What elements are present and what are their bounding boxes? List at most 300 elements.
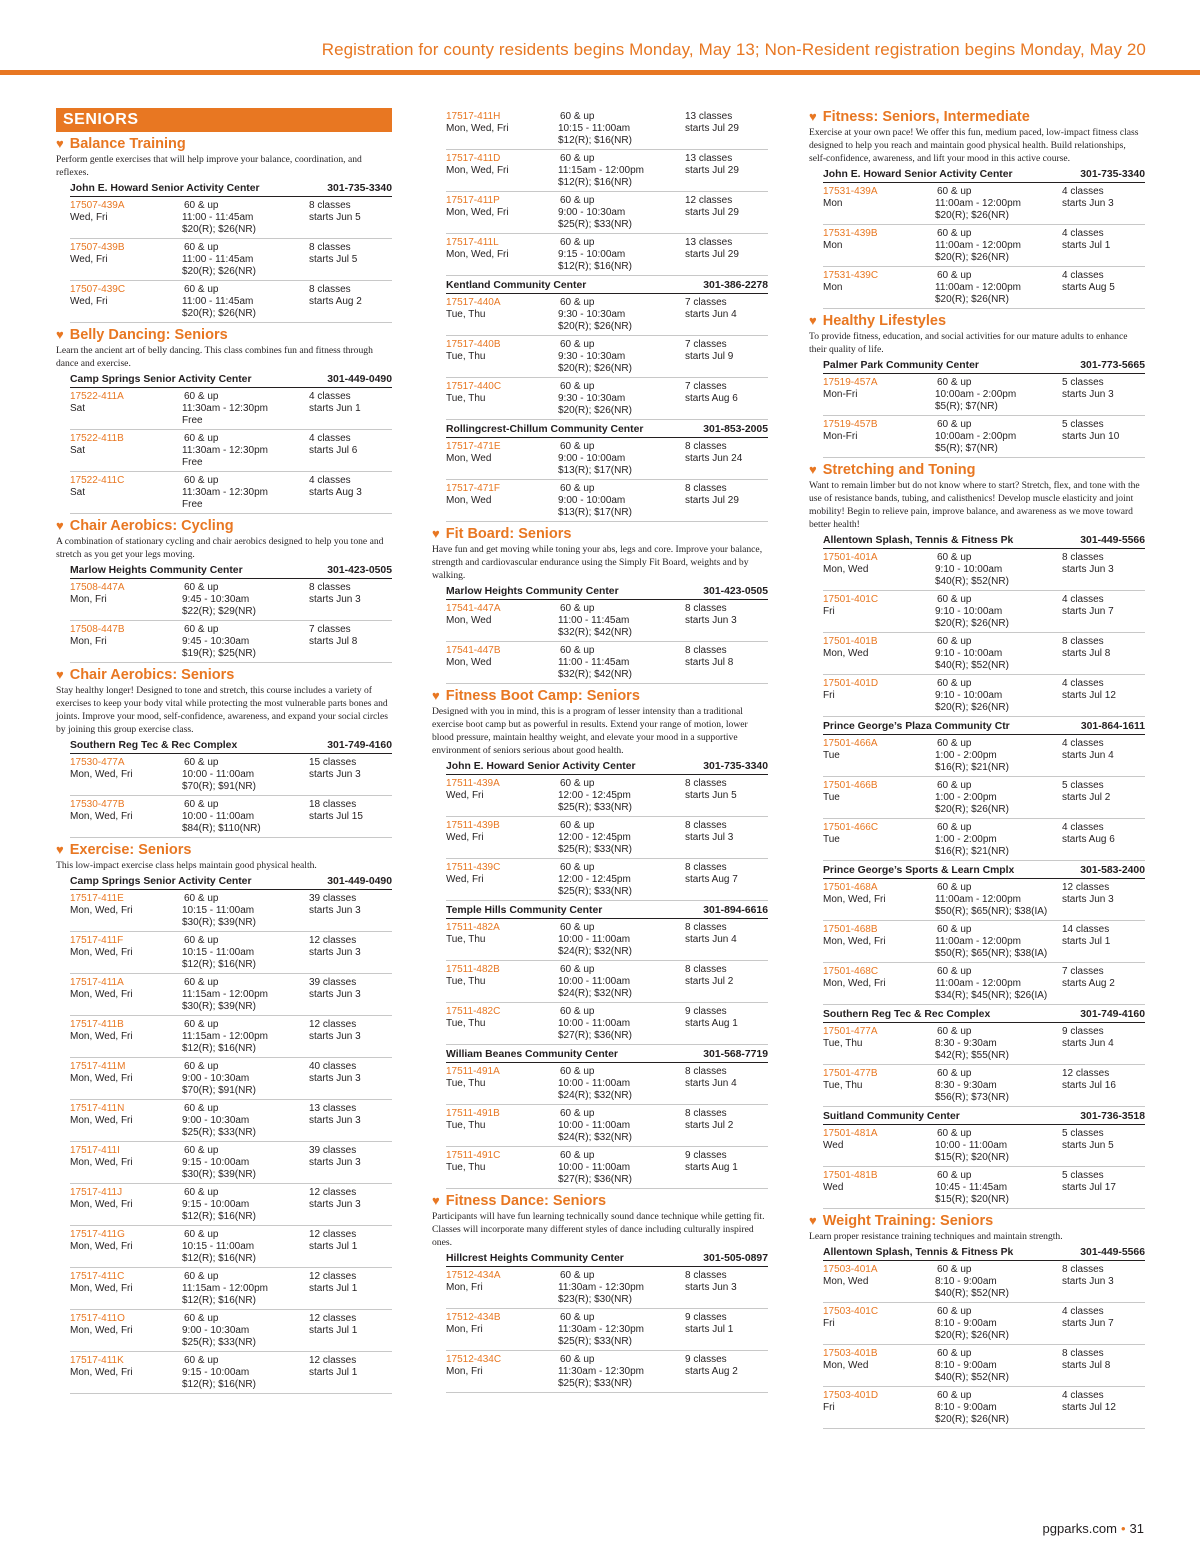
class-count: 4 classes	[1062, 822, 1104, 833]
class-age: 60 & up	[937, 1306, 972, 1317]
class-code-link[interactable]: 17522-411A	[70, 391, 124, 402]
class-days: Mon-Fri	[823, 431, 858, 442]
class-entry	[446, 1066, 768, 1105]
class-days: Mon, Fri	[70, 636, 107, 647]
class-count: 8 classes	[685, 645, 727, 656]
program-title	[56, 135, 392, 153]
class-code-link[interactable]: 17519-457A	[823, 377, 878, 388]
class-fee: $34(R); $45(NR); $26(IA)	[935, 990, 1048, 1001]
class-count: 8 classes	[685, 483, 727, 494]
class-time: 11:00 - 11:45am	[182, 296, 254, 307]
class-days: Tue	[823, 834, 840, 845]
class-count: 8 classes	[685, 964, 727, 975]
class-code-link[interactable]: 17517-411P	[446, 195, 500, 206]
class-code-link[interactable]: 17541-447A	[446, 603, 501, 614]
class-start-date: starts Jul 8	[1062, 1360, 1111, 1371]
class-entry	[70, 1229, 392, 1268]
class-age: 60 & up	[937, 966, 972, 977]
class-fee: $20(R); $26(NR)	[182, 308, 256, 319]
class-entry	[70, 391, 392, 430]
class-age: 60 & up	[560, 778, 595, 789]
class-fee: $27(R); $36(NR)	[558, 1030, 632, 1041]
class-code-link[interactable]: 17501-481B	[823, 1170, 878, 1181]
class-count: 13 classes	[685, 111, 733, 122]
class-age: 60 & up	[937, 924, 972, 935]
class-code-link[interactable]: 17501-481A	[823, 1128, 878, 1139]
class-code-link[interactable]: 17511-439A	[446, 778, 500, 789]
class-count: 5 classes	[1062, 377, 1104, 388]
class-days: Mon, Wed, Fri	[70, 769, 133, 780]
class-fee: $13(R); $17(NR)	[558, 507, 632, 518]
location-phone: 301-773-5665	[1080, 360, 1145, 371]
class-fee: $12(R); $16(NR)	[182, 1043, 256, 1054]
class-count: 4 classes	[309, 391, 351, 402]
class-age: 60 & up	[937, 882, 972, 893]
class-time: 1:00 - 2:00pm	[935, 750, 997, 761]
class-time: 12:00 - 12:45pm	[558, 874, 631, 885]
class-fee: $40(R); $52(NR)	[935, 576, 1009, 587]
class-time: 9:00 - 10:00am	[558, 495, 626, 506]
registration-banner-text: Registration for county residents begins Monday, May 13; Non-Resident registration begins Monday, May 20	[321, 40, 1146, 59]
program-description: Learn proper resistance training techniques and maintain strength.	[809, 1231, 1063, 1242]
class-start-date: starts Jul 6	[309, 445, 358, 456]
footer-site[interactable]: pgparks.com	[1042, 1521, 1117, 1536]
class-time: 11:00 - 11:45am	[182, 254, 254, 265]
class-count: 5 classes	[1062, 1128, 1104, 1139]
class-code-link[interactable]: 17501-401D	[823, 678, 879, 689]
class-code-link[interactable]: 17517-411C	[70, 1271, 125, 1282]
class-days: Mon, Wed	[823, 1360, 869, 1371]
program-title	[432, 525, 768, 543]
class-code-link[interactable]: 17511-482A	[446, 922, 500, 933]
class-time: 9:00 - 10:30am	[182, 1325, 250, 1336]
class-code-link[interactable]: 17512-434C	[446, 1354, 502, 1365]
class-code-link[interactable]: 17501-468C	[823, 966, 879, 977]
class-code-link[interactable]: 17511-482B	[446, 964, 500, 975]
class-entry	[446, 111, 768, 150]
class-start-date: starts Jul 1	[309, 1367, 358, 1378]
footer-dot: •	[1120, 1521, 1126, 1536]
location-phone: 301-749-4160	[1080, 1009, 1145, 1020]
class-start-date: starts Jul 1	[685, 1324, 734, 1335]
class-days: Mon, Wed	[446, 495, 492, 506]
class-start-date: starts Jul 12	[1062, 1402, 1116, 1413]
class-days: Tue, Thu	[446, 309, 486, 320]
class-code-link[interactable]: 17503-401A	[823, 1264, 878, 1275]
class-code-link[interactable]: 17503-401C	[823, 1306, 879, 1317]
class-time: 1:00 - 2:00pm	[935, 792, 997, 803]
class-age: 60 & up	[560, 1108, 595, 1119]
class-entry	[446, 778, 768, 817]
class-code-link[interactable]: 17511-491A	[446, 1066, 500, 1077]
class-time: 11:00am - 12:00pm	[935, 936, 1021, 947]
class-count: 4 classes	[1062, 1306, 1104, 1317]
class-time: 9:00 - 10:30am	[558, 207, 626, 218]
class-days: Mon, Wed, Fri	[70, 905, 133, 916]
class-entry	[823, 186, 1145, 225]
class-code-link[interactable]: 17517-411M	[70, 1061, 126, 1072]
class-age: 60 & up	[560, 1354, 595, 1365]
program-section	[809, 108, 1145, 309]
program-description: Have fun and get moving while toning your abs, legs and core. Improve your balance, strength and cardiovascular endurance using the Simply Fit Board, weights and by walking.	[432, 544, 763, 581]
class-start-date: starts Jul 5	[309, 254, 358, 265]
class-code-link[interactable]: 17517-440B	[446, 339, 501, 350]
class-count: 15 classes	[309, 757, 357, 768]
class-days: Mon	[823, 198, 843, 209]
class-code-link[interactable]: 17541-447B	[446, 645, 501, 656]
class-code-link[interactable]: 17517-411E	[70, 893, 124, 904]
class-time: 11:00 - 11:45am	[182, 212, 254, 223]
class-code-link[interactable]: 17530-477B	[70, 799, 125, 810]
class-start-date: starts Jul 2	[1062, 792, 1111, 803]
class-code-link[interactable]: 17508-447B	[70, 624, 125, 635]
class-fee: $70(R); $91(NR)	[182, 781, 256, 792]
class-code-link[interactable]: 17508-447A	[70, 582, 125, 593]
class-days: Mon, Wed	[446, 453, 492, 464]
class-count: 7 classes	[685, 339, 727, 350]
class-code-link[interactable]: 17517-411D	[446, 153, 501, 164]
class-days: Mon, Wed, Fri	[70, 1241, 133, 1252]
program-title	[809, 1212, 1145, 1230]
class-fee: $24(R); $32(NR)	[558, 1132, 632, 1143]
class-code-link[interactable]: 17501-468A	[823, 882, 878, 893]
class-days: Mon, Wed, Fri	[446, 207, 509, 218]
class-code-link[interactable]: 17507-439C	[70, 284, 126, 295]
class-age: 60 & up	[937, 780, 972, 791]
class-code-link[interactable]: 17517-411G	[70, 1229, 125, 1240]
class-start-date: starts Jun 3	[1062, 1276, 1114, 1287]
class-entry	[446, 964, 768, 1003]
class-count: 8 classes	[685, 603, 727, 614]
location-name: Camp Springs Senior Activity Center	[70, 374, 252, 385]
class-entry	[70, 935, 392, 974]
program-title-text: Fitness Boot Camp: Seniors	[445, 688, 640, 704]
class-code-link[interactable]: 17531-439A	[823, 186, 878, 197]
class-time: 11:30am - 12:30pm	[182, 487, 268, 498]
class-entry	[823, 1390, 1145, 1429]
class-days: Tue, Thu	[823, 1080, 863, 1091]
class-entry	[70, 977, 392, 1016]
class-entry	[446, 237, 768, 276]
class-time: 12:00 - 12:45pm	[558, 832, 631, 843]
location-name: Kentland Community Center	[446, 280, 587, 291]
program-title-text: Fitness Dance: Seniors	[445, 1193, 607, 1209]
class-fee: Free	[182, 415, 203, 426]
program-section	[809, 312, 1145, 458]
class-code-link[interactable]: 17512-434A	[446, 1270, 501, 1281]
class-entry	[70, 624, 392, 663]
class-count: 12 classes	[309, 1187, 357, 1198]
class-code-link[interactable]: 17511-491C	[446, 1150, 501, 1161]
class-count: 4 classes	[1062, 1390, 1104, 1401]
class-code-link[interactable]: 17519-457B	[823, 419, 878, 430]
class-days: Mon, Wed	[823, 648, 869, 659]
location-header	[446, 759, 768, 775]
class-time: 10:15 - 11:00am	[558, 123, 631, 134]
class-days: Mon	[823, 240, 843, 251]
class-days: Mon, Fri	[446, 1366, 483, 1377]
class-start-date: starts Jul 29	[685, 249, 739, 260]
class-count: 4 classes	[1062, 594, 1104, 605]
class-fee: $30(R); $39(NR)	[182, 1169, 256, 1180]
class-fee: $70(R); $91(NR)	[182, 1085, 256, 1096]
class-code-link[interactable]: 17517-440C	[446, 381, 502, 392]
class-count: 12 classes	[309, 1355, 357, 1366]
class-entry	[823, 678, 1145, 717]
program-title	[809, 461, 1145, 479]
class-start-date: starts Jun 3	[309, 905, 361, 916]
class-entry	[446, 441, 768, 480]
class-code-link[interactable]: 17517-411I	[70, 1145, 120, 1156]
class-start-date: starts Jun 24	[685, 453, 743, 464]
class-code-link[interactable]: 17501-466C	[823, 822, 879, 833]
class-age: 60 & up	[184, 1271, 219, 1282]
class-start-date: starts Jul 29	[685, 207, 739, 218]
class-time: 9:30 - 10:30am	[558, 351, 626, 362]
class-start-date: starts Jun 3	[309, 1073, 361, 1084]
class-start-date: starts Jul 9	[685, 351, 734, 362]
class-fee: $12(R); $16(NR)	[558, 177, 632, 188]
class-code-link[interactable]: 17522-411C	[70, 475, 125, 486]
class-start-date: starts Jun 7	[1062, 1318, 1114, 1329]
class-start-date: starts Jun 3	[309, 947, 361, 958]
class-code-link[interactable]: 17517-411J	[70, 1187, 123, 1198]
class-entry	[446, 153, 768, 192]
class-age: 60 & up	[560, 820, 595, 831]
class-entry	[446, 1354, 768, 1393]
class-code-link[interactable]: 17501-401B	[823, 636, 878, 647]
program-description: Stay healthy longer! Designed to tone and stretch, this course includes a variety of exercises to keep your body vital while protecting the most vulnerable parts bones and joints. Improve your mood, self-confidence, awareness, and expand your social circles by joining this group exercise class.	[56, 685, 388, 735]
class-fee: $25(R); $33(NR)	[558, 844, 632, 855]
class-time: 8:30 - 9:30am	[935, 1038, 997, 1049]
class-time: 9:10 - 10:00am	[935, 606, 1003, 617]
program-title-text: Weight Training: Seniors	[822, 1213, 994, 1229]
location-header	[446, 422, 768, 438]
class-start-date: starts Aug 2	[685, 1366, 738, 1377]
class-entry	[823, 377, 1145, 416]
class-code-link[interactable]: 17511-439C	[446, 862, 501, 873]
class-code-link[interactable]: 17517-440A	[446, 297, 501, 308]
program-description: To provide fitness, education, and social activities for our mature adults to enhance their quality of life.	[809, 331, 1128, 355]
class-code-link[interactable]: 17517-411N	[70, 1103, 125, 1114]
class-fee: $20(R); $26(NR)	[558, 405, 632, 416]
class-entry	[446, 297, 768, 336]
class-time: 11:00 - 11:45am	[558, 615, 630, 626]
class-time: 9:15 - 10:00am	[182, 1199, 250, 1210]
location-phone: 301-736-3518	[1080, 1111, 1145, 1122]
page-number: 31	[1129, 1521, 1144, 1536]
class-days: Mon, Wed	[446, 657, 492, 668]
class-count: 8 classes	[309, 242, 351, 253]
class-code-link[interactable]: 17531-439B	[823, 228, 878, 239]
program-description: Learn the ancient art of belly dancing. This class combines fun and fitness through dance and exercise.	[56, 345, 373, 369]
class-days: Tue, Thu	[446, 934, 486, 945]
program-section	[56, 326, 392, 514]
location-header	[823, 533, 1145, 549]
class-days: Mon, Wed, Fri	[70, 1367, 133, 1378]
class-fee: $50(R); $65(NR); $38(IA)	[935, 948, 1048, 959]
class-count: 12 classes	[309, 1271, 357, 1282]
class-count: 9 classes	[1062, 1026, 1104, 1037]
class-fee: $20(R); $26(NR)	[182, 224, 256, 235]
class-code-link[interactable]: 17507-439B	[70, 242, 125, 253]
class-age: 60 & up	[560, 483, 595, 494]
class-age: 60 & up	[560, 297, 595, 308]
program-section	[56, 666, 392, 838]
class-age: 60 & up	[937, 636, 972, 647]
class-code-link[interactable]: 17517-411B	[70, 1019, 124, 1030]
class-code-link[interactable]: 17517-471E	[446, 441, 501, 452]
class-code-link[interactable]: 17511-439B	[446, 820, 500, 831]
class-code-link[interactable]: 17511-482C	[446, 1006, 501, 1017]
class-days: Tue, Thu	[446, 1018, 486, 1029]
class-time: 11:15am - 12:00pm	[182, 1031, 268, 1042]
class-code-link[interactable]: 17501-466B	[823, 780, 878, 791]
class-time: 11:00 - 11:45am	[558, 657, 630, 668]
class-count: 9 classes	[685, 1312, 727, 1323]
class-days: Wed, Fri	[446, 832, 484, 843]
class-time: 9:45 - 10:30am	[182, 636, 250, 647]
class-time: 9:00 - 10:30am	[182, 1115, 250, 1126]
class-fee: $24(R); $32(NR)	[558, 946, 632, 957]
class-count: 8 classes	[685, 820, 727, 831]
class-start-date: starts Jun 3	[685, 615, 737, 626]
class-entry	[823, 1306, 1145, 1345]
class-age: 60 & up	[184, 284, 219, 295]
class-code-link[interactable]: 17517-411A	[70, 977, 124, 988]
class-count: 9 classes	[685, 1006, 727, 1017]
location-phone: 301-864-1611	[1080, 721, 1145, 732]
column-left	[56, 108, 392, 1397]
class-entry	[70, 1271, 392, 1310]
class-entry	[70, 1355, 392, 1394]
class-days: Tue	[823, 750, 840, 761]
class-days: Mon, Wed, Fri	[70, 1283, 133, 1294]
class-code-link[interactable]: 17501-401C	[823, 594, 879, 605]
heart-icon: ♥	[56, 842, 64, 857]
class-fee: $40(R); $52(NR)	[935, 660, 1009, 671]
class-count: 12 classes	[309, 1313, 357, 1324]
class-entry	[70, 1061, 392, 1100]
class-code-link[interactable]: 17530-477A	[70, 757, 125, 768]
class-code-link[interactable]: 17501-477B	[823, 1068, 878, 1079]
class-time: 10:00 - 11:00am	[935, 1140, 1008, 1151]
class-days: Wed, Fri	[70, 254, 108, 265]
program-title-text: Balance Training	[69, 136, 186, 152]
class-time: 11:30am - 12:30pm	[558, 1366, 644, 1377]
class-start-date: starts Jul 3	[685, 832, 734, 843]
class-code-link[interactable]: 17517-411F	[70, 935, 124, 946]
class-fee: $20(R); $26(NR)	[558, 321, 632, 332]
class-age: 60 & up	[937, 1170, 972, 1181]
class-days: Mon	[823, 282, 843, 293]
class-fee: $12(R); $16(NR)	[182, 1379, 256, 1390]
class-code-link[interactable]: 17517-411K	[70, 1355, 124, 1366]
class-code-link[interactable]: 17517-471F	[446, 483, 500, 494]
class-entry	[823, 1026, 1145, 1065]
class-fee: $16(R); $21(NR)	[935, 762, 1009, 773]
class-code-link[interactable]: 17507-439A	[70, 200, 125, 211]
class-code-link[interactable]: 17517-411H	[446, 111, 501, 122]
program-title	[432, 1192, 768, 1210]
location-phone: 301-423-0505	[703, 586, 768, 597]
class-fee: $12(R); $16(NR)	[182, 1211, 256, 1222]
class-fee: $20(R); $26(NR)	[935, 618, 1009, 629]
class-days: Mon, Wed, Fri	[70, 947, 133, 958]
class-fee: Free	[182, 457, 203, 468]
class-age: 60 & up	[184, 1061, 219, 1072]
class-age: 60 & up	[560, 1270, 595, 1281]
location-header	[446, 903, 768, 919]
class-code-link[interactable]: 17517-411O	[70, 1313, 125, 1324]
location-header	[823, 167, 1145, 183]
class-time: 10:00 - 11:00am	[558, 934, 631, 945]
heart-icon: ♥	[432, 1193, 440, 1208]
class-code-link[interactable]: 17501-401A	[823, 552, 878, 563]
class-fee: $22(R); $29(NR)	[182, 606, 256, 617]
class-fee: $12(R); $16(NR)	[558, 261, 632, 272]
class-code-link[interactable]: 17522-411B	[70, 433, 124, 444]
class-time: 9:15 - 10:00am	[182, 1367, 250, 1378]
location-name: John E. Howard Senior Activity Center	[70, 183, 260, 194]
class-days: Mon, Wed, Fri	[823, 978, 886, 989]
location-phone: 301-449-0490	[327, 876, 392, 887]
class-age: 60 & up	[184, 935, 219, 946]
class-count: 4 classes	[1062, 270, 1104, 281]
class-time: 9:00 - 10:30am	[182, 1073, 250, 1084]
class-count: 8 classes	[1062, 636, 1104, 647]
class-count: 39 classes	[309, 893, 357, 904]
class-code-link[interactable]: 17501-477A	[823, 1026, 878, 1037]
class-age: 60 & up	[560, 964, 595, 975]
class-age: 60 & up	[560, 1006, 595, 1017]
class-days: Tue, Thu	[823, 1038, 863, 1049]
class-code-link[interactable]: 17511-491B	[446, 1108, 500, 1119]
class-fee: $20(R); $26(NR)	[182, 266, 256, 277]
location-phone: 301-735-3340	[1080, 169, 1145, 180]
class-count: 9 classes	[685, 1354, 727, 1365]
class-entry	[823, 1128, 1145, 1167]
class-fee: Free	[182, 499, 203, 510]
program-section	[432, 1192, 768, 1393]
class-code-link[interactable]: 17503-401D	[823, 1390, 879, 1401]
class-fee: $12(R); $16(NR)	[182, 1295, 256, 1306]
location-name: William Beanes Community Center	[446, 1049, 618, 1060]
class-code-link[interactable]: 17531-439C	[823, 270, 879, 281]
class-age: 60 & up	[560, 862, 595, 873]
class-code-link[interactable]: 17512-434B	[446, 1312, 501, 1323]
class-time: 11:30am - 12:30pm	[558, 1324, 644, 1335]
class-age: 60 & up	[937, 419, 972, 430]
class-count: 13 classes	[685, 237, 733, 248]
class-entry	[823, 594, 1145, 633]
class-code-link[interactable]: 17501-468B	[823, 924, 878, 935]
class-age: 60 & up	[560, 603, 595, 614]
class-code-link[interactable]: 17503-401B	[823, 1348, 878, 1359]
class-count: 39 classes	[309, 977, 357, 988]
program-title-text: Fit Board: Seniors	[445, 526, 572, 542]
class-start-date: starts Aug 1	[685, 1162, 738, 1173]
class-count: 13 classes	[309, 1103, 357, 1114]
class-start-date: starts Jun 3	[309, 1199, 361, 1210]
class-days: Tue, Thu	[446, 1120, 486, 1131]
program-description: A combination of stationary cycling and chair aerobics designed to help you tone and stretch as you get your legs moving.	[56, 536, 384, 560]
class-code-link[interactable]: 17517-411L	[446, 237, 499, 248]
location-name: John E. Howard Senior Activity Center	[446, 761, 636, 772]
class-age: 60 & up	[184, 1145, 219, 1156]
class-age: 60 & up	[937, 594, 972, 605]
class-code-link[interactable]: 17501-466A	[823, 738, 878, 749]
